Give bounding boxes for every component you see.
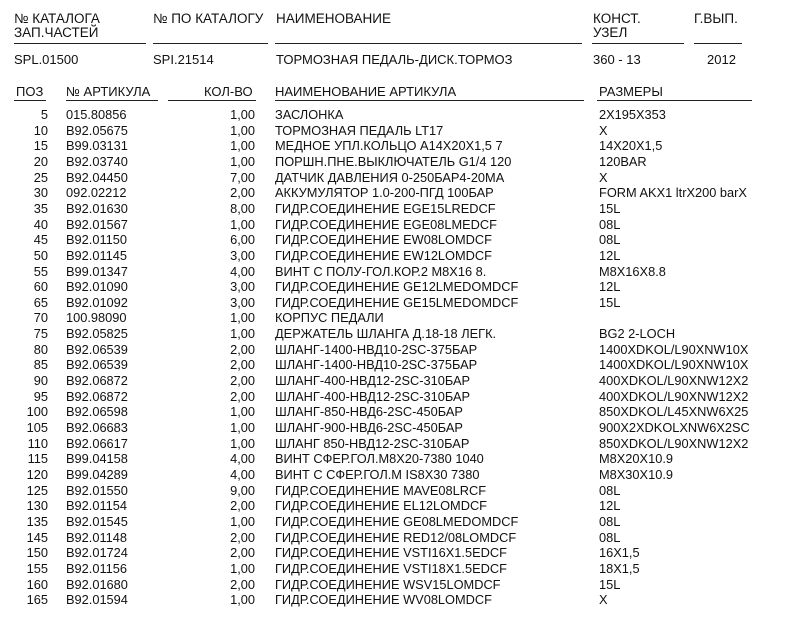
row-article: B92.01545	[66, 513, 128, 529]
row-pos: 150	[26, 545, 48, 561]
row-article: B92.04450	[66, 169, 128, 185]
row-pos: 155	[26, 560, 48, 576]
row-size: 850XDKOL/L90XNW12X2	[599, 435, 749, 451]
rule-col-qty	[168, 100, 256, 101]
row-qty: 2,00	[230, 545, 255, 561]
rule-catalog	[14, 43, 146, 44]
row-size: 08L	[599, 482, 621, 498]
row-article: B92.06683	[66, 420, 128, 435]
col-article-header: № АРТИКУЛА	[66, 84, 151, 99]
table-row	[0, 389, 793, 405]
row-size: 12L	[599, 498, 621, 514]
row-pos: 160	[26, 576, 48, 592]
table-row	[0, 498, 793, 514]
table-row	[0, 514, 793, 530]
row-size: 08L	[599, 529, 621, 545]
year-value: 2012	[707, 52, 736, 67]
row-article: B92.03740	[66, 153, 128, 169]
row-pos: 30	[33, 185, 48, 201]
rule-col-pos	[14, 100, 46, 101]
row-qty: 4,00	[230, 466, 255, 482]
rule-name	[275, 43, 582, 44]
row-article: B92.01724	[66, 545, 128, 561]
col-pos-header: ПОЗ	[16, 84, 44, 99]
row-qty: 2,00	[230, 576, 255, 592]
row-qty: 1,00	[230, 513, 255, 529]
row-size: 08L	[599, 216, 621, 232]
row-name: ГИДР.СОЕДИНЕНИЕ GE12LMEDOMDCF	[275, 279, 519, 295]
row-name: ГИДР.СОЕДИНЕНИЕ WV08LOMDCF	[275, 592, 492, 608]
row-qty: 3,00	[230, 294, 255, 310]
row-size: X	[599, 122, 608, 138]
row-name: МЕДНОЕ УПЛ.КОЛЬЦО A14X20X1,5 7	[275, 138, 503, 154]
row-qty: 1,00	[230, 216, 255, 232]
row-qty: 7,00	[230, 169, 255, 185]
row-qty: 1,00	[230, 107, 255, 122]
row-size: 12L	[599, 279, 621, 295]
table-row	[0, 185, 793, 201]
row-name: ШЛАНГ-400-НВД12-2SC-310БАР	[275, 388, 471, 404]
row-qty: 4,00	[230, 451, 255, 467]
row-qty: 1,00	[230, 560, 255, 576]
row-pos: 25	[33, 169, 48, 185]
row-article: B92.01090	[66, 279, 128, 295]
row-name: АККУМУЛЯТОР 1.0-200-ПГД 100БАР	[275, 185, 494, 201]
row-qty: 2,00	[230, 373, 255, 389]
row-qty: 1,00	[230, 592, 255, 608]
row-article: B92.01680	[66, 576, 128, 592]
row-qty: 2,00	[230, 185, 255, 201]
const-label-line2: УЗЕЛ	[593, 25, 628, 40]
const-node-value: 360 - 13	[593, 52, 641, 67]
rule-col-article	[66, 100, 158, 101]
row-pos: 15	[33, 138, 48, 154]
row-size: 18X1,5	[599, 560, 640, 576]
by-catalog-label: № ПО КАТАЛОГУ	[153, 11, 264, 26]
row-name: КОРПУС ПЕДАЛИ	[275, 310, 384, 326]
row-qty: 3,00	[230, 247, 255, 263]
row-size: 1400XDKOL/L90XNW10X	[599, 357, 749, 373]
row-name: ВИНТ СФЕР.ГОЛ.M8X20-7380 1040	[275, 451, 484, 467]
row-name: ГИДР.СОЕДИНЕНИЕ EL12LOMDCF	[275, 498, 488, 514]
row-size: M8X20X10.9	[599, 451, 673, 467]
row-qty: 1,00	[230, 310, 255, 326]
row-size: X	[599, 169, 608, 185]
row-qty: 9,00	[230, 482, 255, 498]
rule-year	[694, 43, 742, 44]
row-name: ГИДР.СОЕДИНЕНИЕ WSV15LOMDCF	[275, 576, 501, 592]
row-qty: 1,00	[230, 122, 255, 138]
row-article: B99.01347	[66, 263, 128, 279]
table-row	[0, 342, 793, 358]
row-qty: 1,00	[230, 138, 255, 154]
row-name: ТОРМОЗНАЯ ПЕДАЛЬ LT17	[275, 122, 444, 138]
col-name-header: НАИМЕНОВАНИЕ АРТИКУЛА	[275, 84, 457, 99]
row-size: 16X1,5	[599, 545, 640, 561]
table-row	[0, 138, 793, 154]
table-row	[0, 561, 793, 577]
row-size: 14X20X1,5	[599, 138, 663, 154]
table-row	[0, 592, 793, 608]
table-row	[0, 451, 793, 467]
row-size: FORM AKX1 ltrX200 barX	[599, 185, 747, 201]
table-row	[0, 264, 793, 280]
row-name: ГИДР.СОЕДИНЕНИЕ EW08LOMDCF	[275, 232, 492, 248]
row-pos: 165	[26, 592, 48, 608]
row-pos: 95	[33, 388, 48, 404]
row-pos: 60	[33, 279, 48, 295]
row-qty: 1,00	[230, 153, 255, 169]
row-article: B92.05675	[66, 122, 128, 138]
row-pos: 85	[33, 357, 48, 373]
row-size: 900X2XDKOLXNW6X2SC	[599, 420, 750, 435]
row-name: ЗАСЛОНКА	[275, 107, 344, 122]
table-row	[0, 530, 793, 546]
row-name: ДЕРЖАТЕЛЬ ШЛАНГА Д.18-18 ЛЕГК.	[275, 326, 497, 342]
row-name: ГИДР.СОЕДИНЕНИЕ VSTI16X1.5EDCF	[275, 545, 507, 561]
row-qty: 1,00	[230, 435, 255, 451]
row-name: ГИДР.СОЕДИНЕНИЕ EGE15LREDCF	[275, 200, 496, 216]
col-qty-header: КОЛ-ВО	[204, 84, 253, 99]
table-row	[0, 154, 793, 170]
row-size: BG2 2-LOCH	[599, 326, 676, 342]
table-row	[0, 404, 793, 420]
row-name: ГИДР.СОЕДИНЕНИЕ GE15LMEDOMDCF	[275, 294, 519, 310]
row-pos: 10	[33, 122, 48, 138]
rule-const	[592, 43, 684, 44]
row-qty: 2,00	[230, 388, 255, 404]
const-node-label	[593, 12, 641, 40]
row-name: ДАТЧИК ДАВЛЕНИЯ 0-250БАР4-20МА	[275, 169, 505, 185]
row-name: ШЛАНГ 850-НВД12-2SC-310БАР	[275, 435, 470, 451]
row-qty: 8,00	[230, 200, 255, 216]
table-row	[0, 123, 793, 139]
catalog-label-line1: № КАТАЛОГА	[14, 11, 100, 26]
row-qty: 1,00	[230, 420, 255, 435]
row-article: B92.01594	[66, 592, 128, 608]
row-qty: 2,00	[230, 498, 255, 514]
row-pos: 125	[26, 482, 48, 498]
row-size: 08L	[599, 513, 621, 529]
row-name: ГИДР.СОЕДИНЕНИЕ VSTI18X1.5EDCF	[275, 560, 507, 576]
row-article: B92.01630	[66, 200, 128, 216]
table-row	[0, 357, 793, 373]
row-qty: 4,00	[230, 263, 255, 279]
row-pos: 40	[33, 216, 48, 232]
table-row	[0, 467, 793, 483]
const-label-line1: КОНСТ.	[593, 11, 641, 26]
col-size-header: РАЗМЕРЫ	[599, 84, 663, 99]
row-qty: 6,00	[230, 232, 255, 248]
rule-col-name	[275, 100, 584, 101]
row-pos: 75	[33, 326, 48, 342]
row-size: 1400XDKOL/L90XNW10X	[599, 341, 749, 357]
row-size: 850XDKOL/L45XNW6X25	[599, 404, 749, 420]
row-pos: 5	[40, 107, 48, 122]
table-row	[0, 170, 793, 186]
row-article: B92.01145	[66, 247, 127, 263]
table-row	[0, 545, 793, 561]
row-pos: 50	[33, 247, 48, 263]
row-article: 100.98090	[66, 310, 127, 326]
row-article: 015.80856	[66, 107, 127, 122]
row-article: B99.04158	[66, 451, 128, 467]
row-pos: 135	[26, 513, 48, 529]
rule-col-size	[597, 100, 752, 101]
row-qty: 3,00	[230, 279, 255, 295]
table-row	[0, 248, 793, 264]
row-pos: 110	[27, 435, 48, 451]
row-size: M8X16X8.8	[599, 263, 666, 279]
row-article: B92.06539	[66, 341, 128, 357]
table-row	[0, 295, 793, 311]
rule-by-catalog	[153, 43, 268, 44]
table-row	[0, 201, 793, 217]
table-row	[0, 217, 793, 233]
name-label: НАИМЕНОВАНИЕ	[276, 11, 391, 26]
table-row	[0, 232, 793, 248]
row-name: ГИДР.СОЕДИНЕНИЕ EW12LOMDCF	[275, 247, 492, 263]
row-article: B92.01092	[66, 294, 128, 310]
row-article: B92.06598	[66, 404, 128, 420]
row-size: 08L	[599, 232, 621, 248]
row-pos: 65	[33, 294, 48, 310]
row-name: ШЛАНГ-850-НВД6-2SC-450БАР	[275, 404, 463, 420]
row-article: 092.02212	[66, 185, 127, 201]
row-name: ГИДР.СОЕДИНЕНИЕ RED12/08LOMDCF	[275, 529, 517, 545]
table-row	[0, 326, 793, 342]
row-size: X	[599, 592, 608, 608]
row-pos: 100	[26, 404, 48, 420]
row-pos: 70	[33, 310, 48, 326]
row-pos: 20	[33, 153, 48, 169]
catalog-number-value: SPL.01500	[14, 52, 79, 67]
by-catalog-value: SPI.21514	[153, 52, 214, 67]
row-pos: 55	[33, 263, 48, 279]
row-pos: 145	[26, 529, 48, 545]
row-pos: 45	[33, 232, 48, 248]
row-qty: 2,00	[230, 357, 255, 373]
row-article: B92.01567	[66, 216, 128, 232]
table-row	[0, 436, 793, 452]
row-size: 15L	[599, 200, 621, 216]
row-name: ВИНТ С СФЕР.ГОЛ.M IS8X30 7380	[275, 466, 480, 482]
row-qty: 1,00	[230, 326, 255, 342]
row-pos: 130	[26, 498, 48, 514]
row-pos: 105	[26, 420, 48, 435]
row-name: ГИДР.СОЕДИНЕНИЕ MAVE08LRCF	[275, 482, 487, 498]
row-name: ШЛАНГ-900-НВД6-2SC-450БАР	[275, 420, 463, 435]
row-name: ГИДР.СОЕДИНЕНИЕ GE08LMEDOMDCF	[275, 513, 519, 529]
row-size: M8X30X10.9	[599, 466, 673, 482]
row-article: B92.01150	[66, 232, 127, 248]
row-name: ПОРШН.ПНЕ.ВЫКЛЮЧАТЕЛЬ G1/4 120	[275, 153, 512, 169]
assembly-name-value: ТОРМОЗНАЯ ПЕДАЛЬ-ДИСК.ТОРМОЗ	[276, 52, 513, 67]
row-name: ШЛАНГ-1400-НВД10-2SC-375БАР	[275, 341, 478, 357]
row-article: B99.03131	[66, 138, 128, 154]
catalog-number-label	[14, 12, 100, 40]
row-pos: 120	[26, 466, 48, 482]
table-row	[0, 483, 793, 499]
row-size: 400XDKOL/L90XNW12X2	[599, 373, 749, 389]
row-size: 12L	[599, 247, 621, 263]
year-label: Г.ВЫП.	[694, 11, 738, 26]
row-pos: 80	[33, 341, 48, 357]
row-article: B92.01148	[66, 529, 127, 545]
row-size: 15L	[599, 294, 621, 310]
row-article: B92.01154	[66, 498, 127, 514]
table-row	[0, 373, 793, 389]
table-row	[0, 420, 793, 436]
table-row	[0, 279, 793, 295]
table-row	[0, 577, 793, 593]
row-name: ШЛАНГ-1400-НВД10-2SC-375БАР	[275, 357, 478, 373]
row-article: B92.06872	[66, 388, 128, 404]
row-article: B99.04289	[66, 466, 128, 482]
row-size: 2X195X353	[599, 107, 666, 122]
row-name: ГИДР.СОЕДИНЕНИЕ EGE08LMEDCF	[275, 216, 497, 232]
row-qty: 2,00	[230, 341, 255, 357]
row-article: B92.05825	[66, 326, 128, 342]
table-row	[0, 107, 793, 123]
row-name: ШЛАНГ-400-НВД12-2SC-310БАР	[275, 373, 471, 389]
row-article: B92.06872	[66, 373, 128, 389]
row-qty: 1,00	[230, 404, 255, 420]
row-pos: 90	[33, 373, 48, 389]
row-article: B92.01550	[66, 482, 128, 498]
row-article: B92.06539	[66, 357, 128, 373]
row-size: 120BAR	[599, 153, 647, 169]
row-name: ВИНТ С ПОЛУ-ГОЛ.КОР.2 M8X16 8.	[275, 263, 487, 279]
row-pos: 115	[27, 451, 48, 467]
row-qty: 2,00	[230, 529, 255, 545]
row-article: B92.01156	[66, 560, 127, 576]
row-size: 15L	[599, 576, 621, 592]
row-size: 400XDKOL/L90XNW12X2	[599, 388, 749, 404]
row-pos: 35	[33, 200, 48, 216]
table-row	[0, 310, 793, 326]
row-article: B92.06617	[66, 435, 128, 451]
catalog-label-line2: ЗАП.ЧАСТЕЙ	[14, 25, 99, 40]
